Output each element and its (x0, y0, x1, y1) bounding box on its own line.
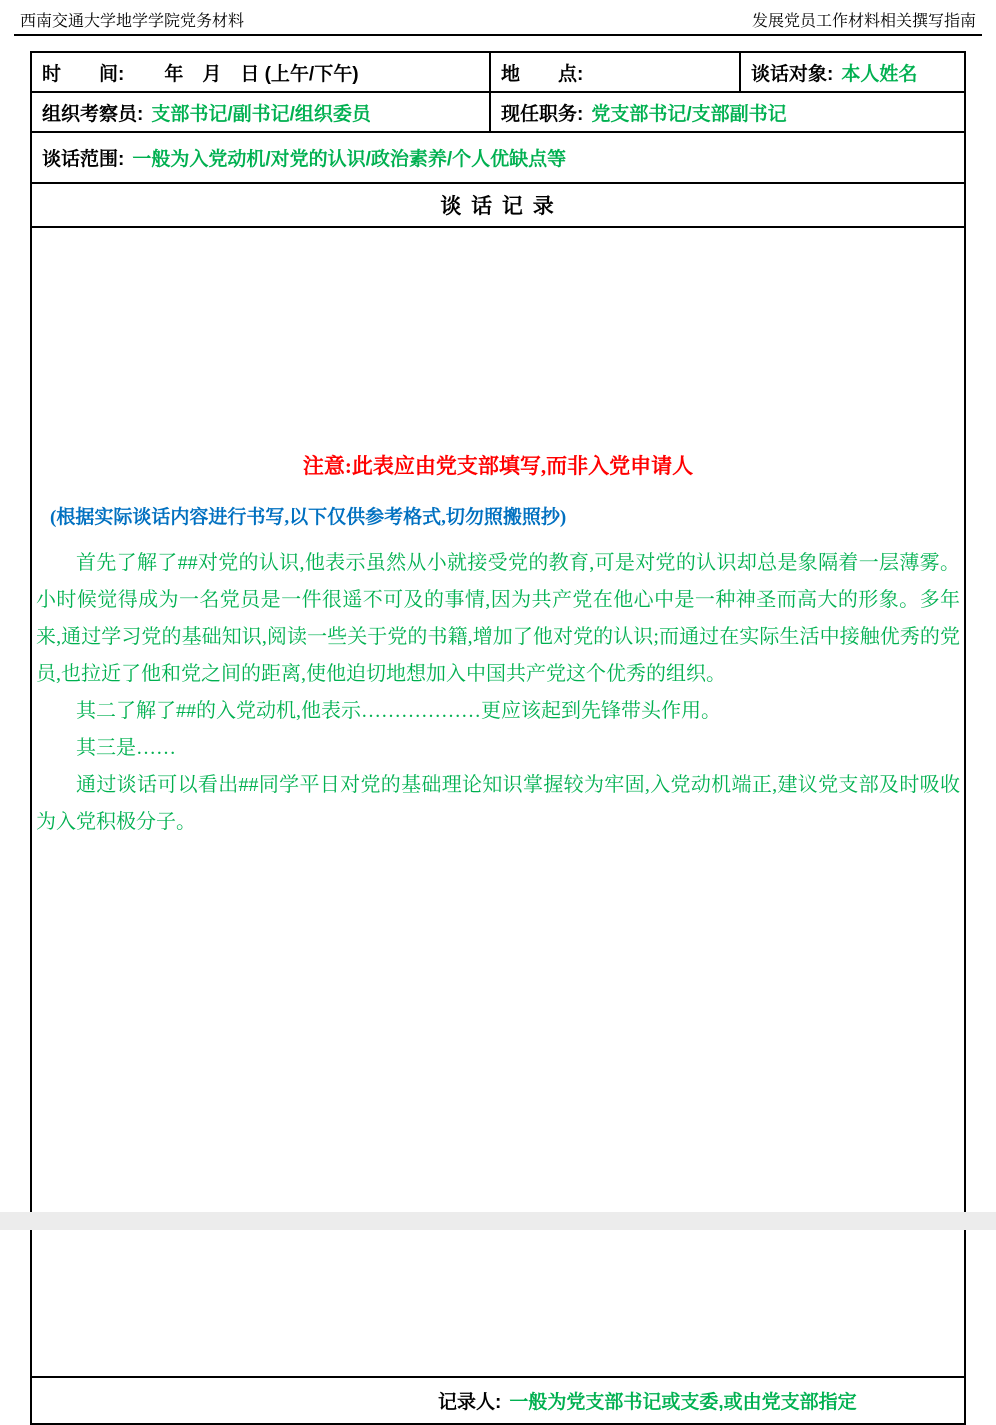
record-section-title: 谈 话 记 录 (440, 195, 556, 218)
record-paragraph: 其二了解了##的入党动机,他表示………………更应该起到先锋带头作用。 (76, 700, 721, 722)
subject-cell (739, 53, 964, 91)
page-header-left: 西南交通大学地学学院党务材料 (20, 13, 245, 30)
inspector-label: 组织考察员: (42, 103, 144, 125)
place-cell (489, 53, 739, 91)
inspector-cell (32, 93, 489, 131)
table-row-time-place-subject (32, 53, 964, 93)
table-row-recorder (32, 1378, 964, 1423)
place-label: 地 点: (501, 63, 584, 85)
page-header-right: 发展党员工作材料相关撰写指南 (751, 13, 976, 30)
page-header (20, 8, 976, 31)
recorder-label: 记录人: (438, 1392, 502, 1413)
record-paragraph: 其三是…… (76, 737, 176, 759)
page-edge-strip (0, 1212, 996, 1230)
recorder-value: 一般为党支部书记或支委,或由党支部指定 (509, 1392, 857, 1413)
record-paragraph: 首先了解了##对党的认识,他表示虽然从小就接受党的教育,可是对党的认识却总是象隔着一层薄雾。小时候觉得成为一名党员是一件很遥不可及的事情,因为共产党在他心中是一种神圣而高大的形象。多年来,通过学习党的基础知识,阅读一些关于党的书籍,增加了他对党的认识;而通过在实际生活中接触优秀的党员,也拉近了他和党之间的距离,使他迫切地想加入中国共产党这个优秀的组织。 (36, 552, 960, 685)
time-label: 时 间: (42, 63, 125, 85)
position-label: 现任职务: (501, 103, 584, 125)
subject-label: 谈话对象: (751, 63, 834, 85)
subject-value: 本人姓名 (841, 63, 918, 85)
record-paragraph: 通过谈话可以看出##同学平日对党的基础理论知识掌握较为牢固,入党动机端正,建议党支部及时吸收为入党积极分子。 (36, 774, 960, 833)
conversation-record-area (32, 450, 964, 1378)
scope-label: 谈话范围: (42, 149, 125, 170)
red-notice-text: 注意:此表应由党支部填写,而非入党申请人 (302, 454, 694, 478)
position-value: 党支部书记/支部副书记 (591, 103, 787, 125)
table-row-scope (32, 133, 964, 184)
scope-value: 一般为入党动机/对党的认识/政治素养/个人优缺点等 (132, 149, 567, 170)
blue-note-text: (根据实际谈话内容进行书写,以下仅供参考格式,切勿照搬照抄) (50, 507, 567, 528)
time-cell (32, 53, 489, 91)
position-cell (489, 93, 964, 131)
time-value: 年 月 日 (上午/下午) (164, 63, 359, 85)
table-row-section-title (32, 184, 964, 228)
table-row-inspector-position (32, 93, 964, 133)
header-rule (14, 34, 982, 36)
inspector-value: 支部书记/副书记/组织委员 (151, 103, 371, 125)
